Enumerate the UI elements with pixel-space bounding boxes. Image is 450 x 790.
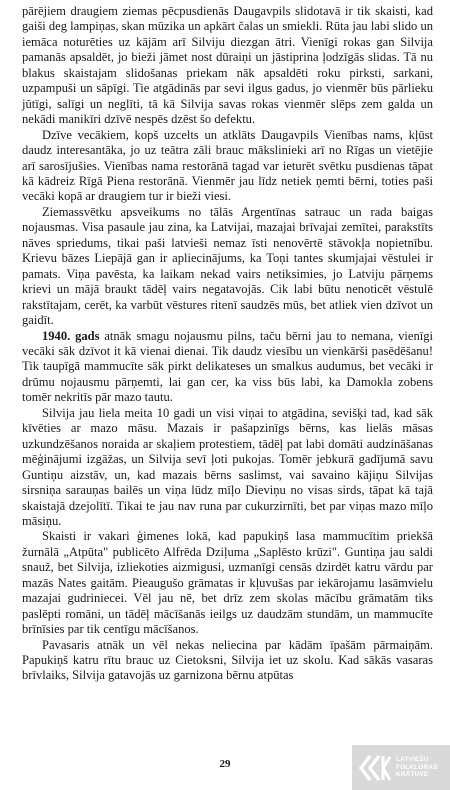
lfk-logo-icon: [358, 753, 392, 783]
paragraph-4-text: atnāk smagu nojausmu pilns, taču bērni jau to nemana, vienīgi vecāki sāk dzīvot it kā vienai dienai. Tik daudz viesību un vienkārši pasēdēšanu! Tik taupīgā mammucīte sāk pirkt delikateses un smalkus audumus, bet vecāki ir drūmu nojausmu pārņemti, lai gan cer, ka viss būs labi, ka Damokla zobens tomēr nekritīs pār mazo tautu.: [22, 328, 434, 405]
paragraph-5: Silvija jau liela meita 10 gadi un visi viņai to atgādina, sevišķi tad, kad sāk kīvēties ar mazo māsu. Mazais ir pašapzinīgs bērns, kas lielās māsas uzkundzēšanos noraida ar skaļiem protestiem, tādēļ pat labi domāti audzināšanas mēģinājumi izgāžas, un Silvija sevī ļoti pukojas. Tomēr jebkurā gadījumā savu Guntiņu aizstāv, un, kad mazais bērns saslimst, vai savaino kājiņu Silvijas sirsniņa sarauņas bailēs un viņa lūdz mīļo Dieviņu no visas sirds, tāpat kā tajā skaistajā dzejolītī. Tikai te jau nav runa par cukurzirnīti, bet par viņas mazo mīļo māsiņu.: [22, 405, 433, 528]
paragraph-2: Dzīve vecākiem, kopš uzcelts un atklāts Daugavpils Vienības nams, kļūst daudz interesantāka, jo uz teātra zāli brauc mākslinieki arī no Rīgas un vietējie arī sarosījušies. Vienības nama restorānā tagad var ieturēt svētku pusdienas tāpat kā kādreiz Rīgā Piena restorānā. Vienmēr jau līdz netiek ņemti bērni, toties paši vecāki kopā ar draugiem tur ir bieži viesi.: [22, 127, 433, 204]
paragraph-6: Skaisti ir vakari ģimenes lokā, kad papukiņš lasa mammucītim priekšā žurnālā „Atpūta" publicēto Alfrēda Dziļuma „Saplēsto krūzi". Guntiņa jau saldi snauž, bet Silvija, izliekoties aizmigusi, uzmanīgi censās dzirdēt katru vārdu par mazās Nates gaitām. Pieaugušo grāmatas ir kļuvušas par iekārojamu lasāmvielu mazajai gudriniecei. Vēl jau nē, bet drīz zem skolas mācību grāmatām tiks paslēpti romāni, un tādēļ mācīšanās ieilgs uz daudzām stundām, un mammucīte brīnīsies par tik centīgu mācīšanos.: [22, 529, 433, 637]
paragraph-1: pārējiem draugiem ziemas pēcpusdienās Daugavpils slidotavā ir tik skaisti, kad gaiši deg lampiņas, skan mūzika un apkārt čalas un smiekli. Rūta jau labi slido un iemāca noturēties uz kājām arī Silviju diezgan ātri. Vienīgi rokas gan Silvija pamanās apsaldēt, jo bieži jāmet nost dūraiņi un jāstiprina ļodzīgās slidas. Tā nu blakus skaistajam slidošanas priekam nāk apsaldēti roku pirksti, sarkani, uzpampuši un sāpīgi. Tie atgādinās par sevi ilgus gadus, jo vienmēr būs pārlieku jūtīgi, salīgi un neglīti, tā kā Silvija savas rokas vienmēr slēps zem galda un nekādi manikīri dzīvē nespēs dzēst šo defektu.: [22, 4, 433, 127]
logo-line-3: KRĀTUVE: [396, 771, 429, 779]
document-body: [22, 4, 433, 684]
year-heading: 1940. gads: [42, 328, 100, 343]
paragraph-3: Ziemassvētku apsveikums no tālās Argentīnas satrauc un rada baigas nojausmas. Visa pasaule jau zina, ka Latvijai, mazajai brīvajai zemītei, parakstīts nāves spriedums, tikai paši latvieši nemaz īsti nenovērtē stāvokļa nopietnību. Krievu bāzes Liepājā gan ir apliecinājums, ka Toņi tantes skumjajai vēstulei ir pamats. Viņa pavēsta, ka laikam nekad vairs netiksimies, jo Latviju pārņems krievi un mājā braukt tādēļ vairs negatavojās. Cik labi būtu nenoticēt vēstulē rakstītajam, cerēt, ka varbūt vēstures ritenī saudzēs mūs, bet atliek vien dzīvot un gaidīt.: [22, 204, 433, 328]
logo-line-1: LATVIEŠU: [396, 756, 429, 764]
paragraph-7: Pavasaris atnāk un vēl nekas neliecina par kādām īpašām pārmaiņām. Papukiņš katru rītu brauc uz Cietoksni, Silvija iet uz skolu. Kad sākās vasaras brīvlaiks, Silvija gatavojās uz garnizona bērnu atpūtas: [22, 637, 433, 683]
archive-logo: [352, 745, 450, 790]
page-number: 29: [219, 758, 231, 770]
paragraph-4: [22, 329, 433, 406]
logo-line-2: FOLKLORAS: [396, 763, 438, 771]
logo-text: [396, 756, 438, 779]
